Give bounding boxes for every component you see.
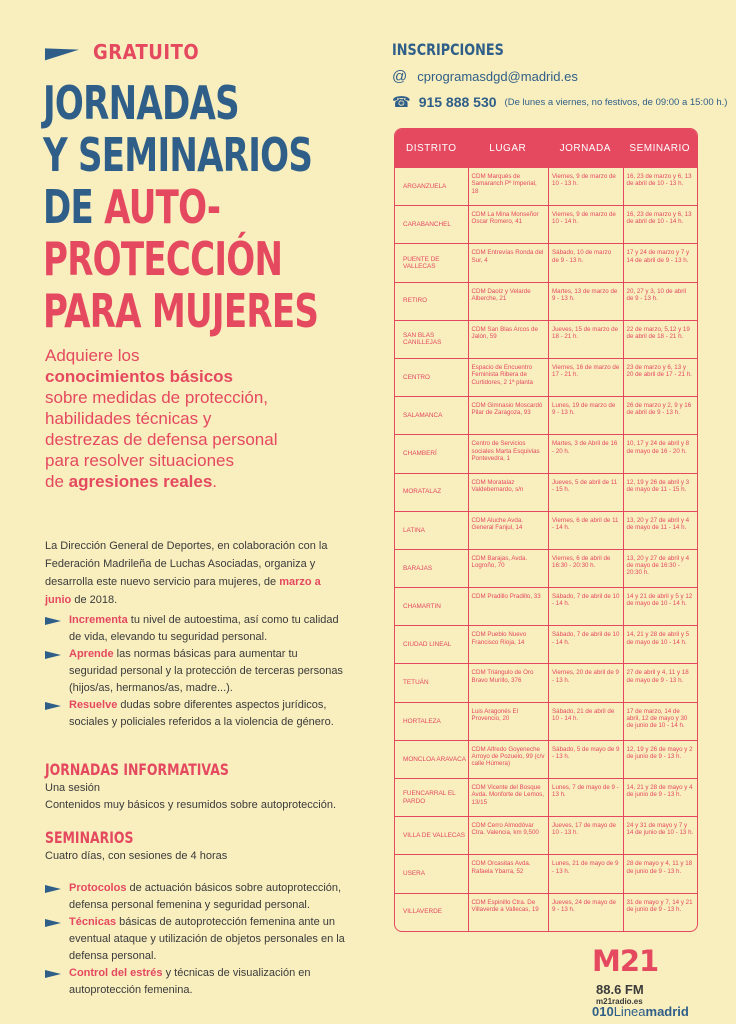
table-header [395, 129, 697, 167]
table-row [395, 511, 697, 549]
title-line-5: PARA MUJERES [43, 284, 319, 338]
cell-distrito: CENTRO [403, 373, 430, 381]
cell-jornada: Viernes, 6 de abril de 11 - 14 h. [548, 512, 623, 549]
item-text: tu nivel de autoestima, así como tu calidad de vida, elevando tu seguridad personal. [69, 614, 339, 643]
informativas-line: Una sesión [45, 782, 101, 794]
table-row [395, 396, 697, 434]
cell-seminario: 12, 19 y 26 de mayo y 2 de junio de 9 - 13 h. [623, 741, 698, 778]
cell-seminario: 14, 21 y 28 de mayo y 4 de junio de 9 - 13 h. [623, 779, 698, 816]
title-line-1: JORNADAS [43, 76, 239, 130]
table-body [395, 167, 697, 932]
m21-frequency: 88.6 FM [596, 982, 644, 997]
lead-text [45, 345, 335, 492]
cell-seminario: 14, 21 y 28 de abril y 5 de mayo de 10 - 14 h. [623, 626, 698, 663]
title-line-3: DE [43, 180, 94, 234]
arrow-icon [45, 970, 61, 978]
cell-distrito: LATINA [403, 526, 425, 534]
cell-jornada: Jueves, 17 de mayo de 10 - 13 h. [548, 817, 623, 854]
lead-line: para resolver situaciones [45, 451, 234, 470]
cell-lugar: CDM Triángulo de Oro Bravo Murillo, 376 [468, 664, 548, 701]
lead-line: de [45, 472, 69, 491]
cell-distrito: TETUÁN [403, 679, 429, 687]
cell-seminario: 22 de marzo, 5,12 y 19 de abril de 18 - 21 h. [623, 321, 698, 358]
informativas-line: Contenidos muy básicos y resumidos sobre autoprotección. [45, 799, 337, 811]
phone-icon: ☎ [392, 94, 411, 111]
cell-jornada: Martes, 13 de marzo de 9 - 13 h. [548, 283, 623, 320]
cell-seminario: 14 y 21 de abril y 5 y 12 de mayo de 10 - 14 h. [623, 588, 698, 625]
phone-number[interactable]: 915 888 530 [418, 94, 497, 110]
cell-jornada: Viernes, 16 de marzo de 17 - 21 h. [548, 359, 623, 396]
informativas-text [45, 780, 336, 814]
table-row [395, 434, 697, 472]
header-jornada: JORNADA [559, 142, 611, 154]
item-bold: Incrementa [69, 614, 128, 626]
m21-logo [592, 944, 702, 1019]
cell-seminario: 12, 19 y 26 de abril y 3 de mayo de 11 - 15 h. [623, 474, 698, 511]
linea-text: Linea [613, 1004, 646, 1019]
header-distrito: DISTRITO [406, 142, 457, 154]
seminarios-heading: SEMINARIOS [45, 828, 134, 847]
item-text: dudas sobre diferentes aspectos jurídicos, sociales y policiales referidos a la violencia de género. [69, 699, 334, 728]
cell-jornada: Jueves, 5 de abril de 11 - 15 h. [548, 474, 623, 511]
benefits-list [45, 612, 345, 731]
cell-distrito: USERA [403, 870, 426, 878]
arrow-icon [45, 919, 61, 927]
item-text: básicas de autoprotección femenina ante un eventual ataque y utilización de objetos personales en la defensa personal. [69, 916, 345, 962]
arrow-icon [45, 885, 61, 893]
cell-seminario: 20, 27 y 3, 10 de abril de 9 - 13 h. [623, 283, 698, 320]
cell-jornada: Jueves, 15 de marzo de 18 - 21 h. [548, 321, 623, 358]
cell-seminario: 17 y 24 de marzo y 7 y 14 de abril de 9 - 13 h. [623, 244, 698, 281]
cell-lugar: CDM Cerro Almodóvar Ctra. Valencia, km 9,500 [468, 817, 548, 854]
cell-lugar: CDM Entrevías Ronda del Sur, 4 [468, 244, 548, 281]
cell-lugar: CDM Vicente del Bosque Avda. Monforte de Lemos, 13/15 [468, 779, 548, 816]
linea-madrid-logo [592, 1004, 702, 1019]
item-bold: Resuelve [69, 699, 118, 711]
table-row [395, 931, 697, 932]
cell-seminario: 16, 23 de marzo y 6, 13 de abril de 10 - 14 h. [623, 206, 698, 243]
cell-lugar: CDM San Blas Arcos de Jalón, 59 [468, 321, 548, 358]
cell-distrito: FUENCARRAL EL PARDO [403, 790, 456, 805]
table-row [395, 358, 697, 396]
lead-line-bold: conocimientos básicos [45, 367, 233, 386]
cell-seminario: 23 de marzo y 6, 13 y 20 de abril de 17 - 21 h. [623, 359, 698, 396]
intro-bold: marzo a junio [45, 576, 321, 606]
cell-distrito: HORTALEZA [403, 717, 441, 725]
email-link[interactable]: cprogramasdgd@madrid.es [417, 69, 578, 84]
table-row [395, 167, 697, 205]
table-row [395, 816, 697, 854]
cell-jornada: Martes, 3 de Abril de 16 - 20 h. [548, 435, 623, 472]
header-lugar: LUGAR [489, 142, 527, 154]
cell-jornada: Lunes, 19 de marzo de 9 - 13 h. [548, 397, 623, 434]
table-row [395, 205, 697, 243]
cell-distrito: BARAJAS [403, 564, 433, 572]
cell-distrito: PUENTE DE VALLECAS [403, 255, 440, 270]
email-line [392, 68, 578, 85]
cell-seminario: 16, 23 de marzo y 6, 13 de abril de 10 - 13 h. [623, 168, 698, 205]
phone-line [392, 93, 727, 111]
cell-distrito: VILLAVERDE [403, 908, 442, 916]
seminarios-text: Cuatro días, con sesiones de 4 horas [45, 850, 228, 862]
arrow-icon [45, 702, 61, 710]
table-row [395, 740, 697, 778]
table-row [395, 893, 697, 931]
intro-text: La Dirección General de Deportes, en colaboración con la Federación Madrileña de Luchas Asociadas, organiza y desarrolla este nuevo servicio para mujeres, de [45, 540, 328, 588]
cell-seminario: 28 de mayo y 4, 11 y 18 de junio de 9 - 13 h. [623, 855, 698, 892]
cell-jornada: Viernes, 9 de marzo de 10 - 13 h. [548, 168, 623, 205]
list-item [45, 914, 345, 965]
cell-lugar: CDM Daoiz y Velarde Alberche, 21 [468, 283, 548, 320]
linea-madrid: madrid [645, 1004, 689, 1019]
schedule-table [394, 128, 698, 932]
cell-seminario: 13, 20 y 27 de abril y 4 de mayo de 16:30 - 20:30 h. [623, 550, 698, 587]
title-line-4: PROTECCIÓN [43, 232, 283, 286]
cell-lugar: CDM La Mina Monseñor Oscar Romero, 41 [468, 206, 548, 243]
table-row [395, 778, 697, 816]
table-row [395, 702, 697, 740]
cell-distrito: RETIRO [403, 297, 428, 305]
lead-line: Adquiere los [45, 346, 140, 365]
table-row [395, 282, 697, 320]
m21-wordmark: M21 [592, 944, 659, 978]
item-text: de actuación básicos sobre autoprotección, defensa personal femenina y seguridad personal. [69, 882, 342, 911]
table-row [395, 320, 697, 358]
seminar-contents-list [45, 880, 345, 999]
table-row [395, 243, 697, 281]
table-row [395, 587, 697, 625]
cell-lugar: CDM Moratalaz Valdebernardo, s/n [468, 474, 548, 511]
table-row [395, 625, 697, 663]
arrow-icon [45, 617, 61, 625]
arrow-icon [45, 651, 61, 659]
inscripciones-heading: INSCRIPCIONES [392, 40, 504, 59]
cell-distrito: CHAMBERÍ [403, 450, 437, 458]
cell-seminario: 26 de marzo y 2, 9 y 16 de abril de 9 - 13 h. [623, 397, 698, 434]
cell-distrito: CHAMARTIN [403, 602, 441, 610]
cell-distrito: CIUDAD LINEAL [403, 641, 452, 649]
cell-lugar: Centro de Servicios sociales Marta Esquivias Pontevedra, 1 [468, 435, 548, 472]
linea-number: 010 [592, 1004, 614, 1019]
cell-lugar: CDM Gimnasio Moscardó Pilar de Zaragoza, 93 [468, 397, 548, 434]
cell-distrito: SALAMANCA [403, 412, 443, 420]
cell-seminario: 10, 17 y 24 de abril y 8 de mayo de 16 - 20 h. [623, 435, 698, 472]
cell-seminario: 27 de abril y 4, 11 y 18 de mayo de 9 - 13 h. [623, 664, 698, 701]
cell-distrito: CARABANCHEL [403, 221, 451, 229]
cell-jornada: Sábado, 10 de marzo de 9 - 13 h. [548, 244, 623, 281]
cell-lugar: CDM Orcasitas Avda. Rafaela Ybarra, 52 [468, 855, 548, 892]
cell-lugar: CDM Barajas, Avda. Logroño, 70 [468, 550, 548, 587]
title-line-2: Y SEMINARIOS [43, 128, 313, 182]
lead-line-bold: agresiones reales [68, 472, 213, 491]
cell-seminario: 17 de marzo, 14 de abril, 12 de mayo y 30 de junio de 10 - 14 h. [623, 703, 698, 740]
cell-jornada: Lunes, 7 de mayo de 9 - 13 h. [548, 779, 623, 816]
cell-lugar: CDM Pueblo Nuevo Francisco Rioja, 14 [468, 626, 548, 663]
table-row [395, 663, 697, 701]
table-row [395, 549, 697, 587]
item-bold: Aprende [69, 648, 114, 660]
cell-distrito: SAN BLAS CANILLEJAS [403, 331, 442, 347]
gratuito-label: GRATUITO [93, 40, 200, 64]
item-bold: Protocolos [69, 882, 127, 894]
list-item [45, 612, 345, 646]
item-bold: Técnicas [69, 916, 117, 928]
cell-lugar: CDM Aluche Avda. General Fanjul, 14 [468, 512, 548, 549]
gratuito-banner [45, 40, 199, 64]
item-text: y técnicas de visualización en autoprotección femenina. [69, 967, 311, 996]
cell-jornada: Sábado, 5 de mayo de 9 - 13 h. [548, 741, 623, 778]
cell-jornada: Viernes, 20 de abril de 9 - 13 h. [548, 664, 623, 701]
lead-line: habilidades técnicas y [45, 409, 212, 428]
cell-distrito: VILLA DE VALLECAS [403, 832, 466, 840]
cell-lugar: CDM Espinillo Ctra. De Villaverde a Vallecas, 19 [468, 894, 548, 931]
cell-lugar: CDM Marqués de Samaranch Pº Imperial, 18 [468, 168, 548, 205]
cell-lugar: CDM Pradillo Pradillo, 33 [468, 588, 548, 625]
item-bold: Control del estrés [69, 967, 163, 979]
informativas-heading: JORNADAS INFORMATIVAS [45, 760, 229, 779]
cell-jornada: Jueves, 24 de mayo de 9 - 13 h. [548, 894, 623, 931]
lead-line: . [212, 472, 218, 491]
arrow-icon [45, 44, 79, 61]
cell-lugar: Espacio de Encuentro Feminista Ribera de Curtidores, 2 1ª planta [468, 359, 548, 396]
page-title [43, 78, 318, 338]
cell-jornada: Viernes, 6 de abril de 16:30 - 20:30 h. [548, 550, 623, 587]
cell-jornada: Viernes, 9 de marzo de 10 - 14 h. [548, 206, 623, 243]
header-seminario: SEMINARIO [629, 142, 691, 154]
cell-seminario: 31 de mayo y 7, 14 y 21 de junio de 9 - 13 h. [623, 894, 698, 931]
cell-jornada: Sábado, 7 de abril de 10 - 14 h. [548, 626, 623, 663]
cell-jornada: Sábado, 21 de abril de 10 - 14 h. [548, 703, 623, 740]
list-item [45, 697, 345, 731]
cell-lugar: CDM Alfredo Goyeneche Arroyo de Pozuelo, 99 (c/v calle Húmera) [468, 741, 548, 778]
at-icon: @ [392, 68, 408, 85]
cell-distrito: MORATALAZ [403, 488, 442, 496]
lead-line: destrezas de defensa personal [45, 430, 278, 449]
cell-lugar: Luis Aragonés El Provencio, 20 [468, 703, 548, 740]
list-item [45, 646, 345, 697]
lead-line: sobre medidas de protección, [45, 388, 269, 407]
m21-site: m21radio.es [596, 997, 643, 1006]
m21-freq-block [596, 982, 644, 1006]
cell-jornada: Lunes, 21 de mayo de 9 - 13 h. [548, 855, 623, 892]
cell-seminario: 24 y 31 de mayo y 7 y 14 de junio de 10 - 13 h. [623, 817, 698, 854]
table-row [395, 854, 697, 892]
intro-text: de 2018. [71, 594, 118, 606]
phone-hours: (De lunes a viernes, no festivos, de 09:00 a 15:00 h.) [504, 96, 728, 108]
table-row [395, 473, 697, 511]
cell-distrito: ARGANZUELA [403, 182, 447, 190]
cell-distrito: MONCLOA ARAVACA [403, 755, 466, 763]
list-item [45, 965, 345, 999]
cell-jornada: Sábado, 7 de abril de 10 - 14 h. [548, 588, 623, 625]
intro-paragraph [45, 537, 345, 609]
item-text: las normas básicas para aumentar tu seguridad personal y la protección de terceras personas (hijos/as, hermanos/as, madre...). [69, 648, 343, 694]
cell-seminario: 13, 20 y 27 de abril y 4 de mayo de 11 - 14 h. [623, 512, 698, 549]
list-item [45, 880, 345, 914]
title-line-3b: AUTO- [104, 180, 221, 234]
